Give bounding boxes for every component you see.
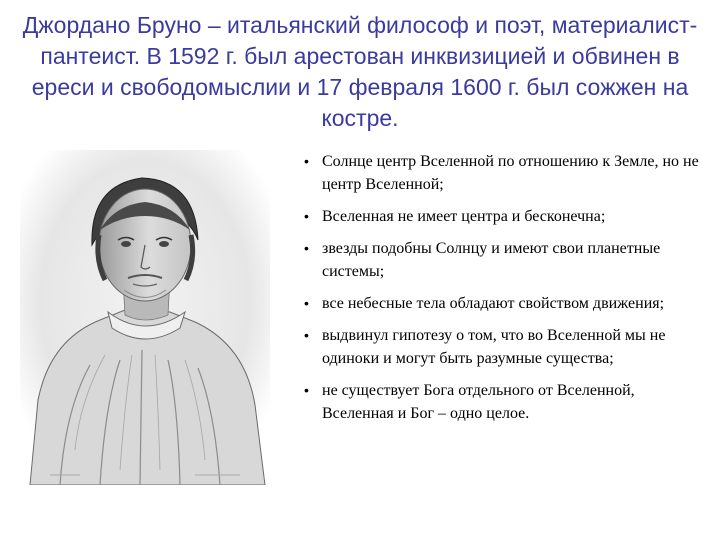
bullet-text: не существует Бога отдельного от Вселенной, Вселенная и Бог – одно целое. <box>322 382 635 422</box>
bullet-marker: • <box>304 382 309 398</box>
bullet-item <box>304 205 704 228</box>
bullet-marker: • <box>304 240 309 256</box>
bullet-marker: • <box>304 295 309 311</box>
portrait-image <box>20 150 270 485</box>
bullet-text: Солнце центр Вселенной по отношению к Земле, но не центр Вселенной; <box>322 153 699 193</box>
bullet-text: Вселенная не имеет центра и бесконечна; <box>322 208 606 225</box>
bullet-marker: • <box>304 208 309 224</box>
bullet-item <box>304 292 704 315</box>
bullet-item <box>304 237 704 283</box>
bullet-text: все небесные тела обладают свойством движения; <box>322 295 665 312</box>
bullet-text: выдвинул гипотезу о том, что во Вселенной мы не одиноки и могут быть разумные существа; <box>322 327 666 367</box>
bullet-item <box>304 150 704 196</box>
bullet-marker: • <box>304 327 309 343</box>
bullet-text: звезды подобны Солнцу и имеют свои планетные системы; <box>322 240 661 280</box>
bullet-item <box>304 324 704 370</box>
bullet-marker: • <box>304 153 309 169</box>
bullet-item <box>304 379 704 425</box>
bullet-list <box>304 150 704 434</box>
slide-title: Джордано Бруно – итальянский философ и поэт, материалист-пантеист. В 1592 г. был арестован инквизицией и обвинен в ереси и свободомыслии и 17 февраля 1600 г. был сожжен на костре. <box>22 12 698 131</box>
